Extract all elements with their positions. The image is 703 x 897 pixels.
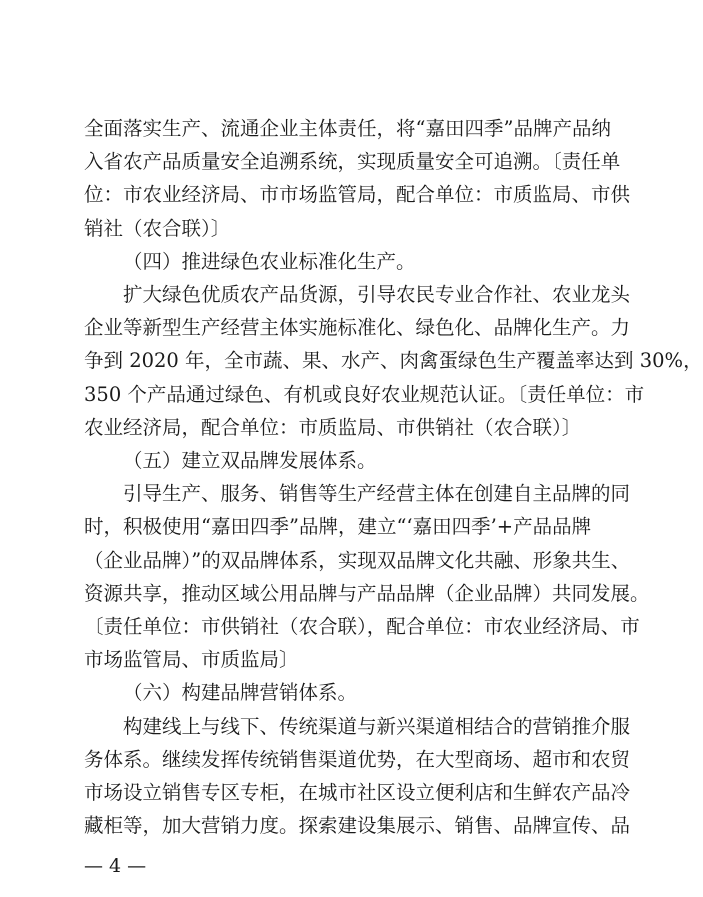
page-number: — 4 — [84,855,147,878]
paragraph-line: 位：市农业经济局、市市场监管局，配合单位：市质监局、市供 [84,183,631,207]
paragraph-line: 入省农产品质量安全追溯系统，实现质量安全可追溯。〔责任单 [84,150,621,174]
paragraph-line: 争到 2020 年，全市蔬、果、水产、肉禽蛋绿色生产覆盖率达到 30%， [84,349,703,373]
paragraph-line: 构建线上与线下、传统渠道与新兴渠道相结合的营销推介服 [123,714,631,738]
paragraph-line: 藏柜等，加大营销力度。探索建设集展示、销售、品牌宣传、品 [84,814,631,838]
paragraph-line: 企业等新型生产经营主体实施标准化、绿色化、品牌化生产。力 [84,316,631,340]
paragraph-line: （企业品牌）”的双品牌体系，实现双品牌文化共融、形象共生、 [84,548,631,572]
paragraph-line: 资源共享，推动区域公用品牌与产品品牌（企业品牌）共同发展。 [84,581,650,605]
paragraph-line: 市场监管局、市质监局〕 [84,648,299,672]
paragraph-line: 销社（农合联）〕 [84,216,231,240]
section-heading-5: （五）建立双品牌发展体系。 [123,449,377,472]
paragraph-line: 350 个产品通过绿色、有机或良好农业规范认证。〔责任单位：市 [84,382,645,406]
paragraph-line: 〔责任单位：市供销社（农合联），配合单位：市农业经济局、市 [84,615,640,638]
paragraph-line: 引导生产、服务、销售等生产经营主体在创建自主品牌的同 [123,482,631,506]
paragraph-line: 扩大绿色优质农产品货源，引导农民专业合作社、农业龙头 [123,283,631,306]
paragraph-line: 时，积极使用“嘉田四季”品牌，建立“‘嘉田四季’+产品品牌 [84,515,592,539]
section-heading-6: （六）构建品牌营销体系。 [123,681,358,705]
paragraph-line: 全面落实生产、流通企业主体责任，将“嘉田四季”品牌产品纳 [84,117,611,140]
paragraph-line: 农业经济局，配合单位：市质监局、市供销社（农合联）〕 [84,415,582,439]
section-heading-4: （四）推进绿色农业标准化生产。 [123,249,416,273]
paragraph-line: 市场设立销售专区专柜，在城市社区设立便利店和生鲜农产品冷 [84,781,631,804]
paragraph-line: 务体系。继续发挥传统销售渠道优势，在大型商场、超市和农贸 [84,747,631,771]
